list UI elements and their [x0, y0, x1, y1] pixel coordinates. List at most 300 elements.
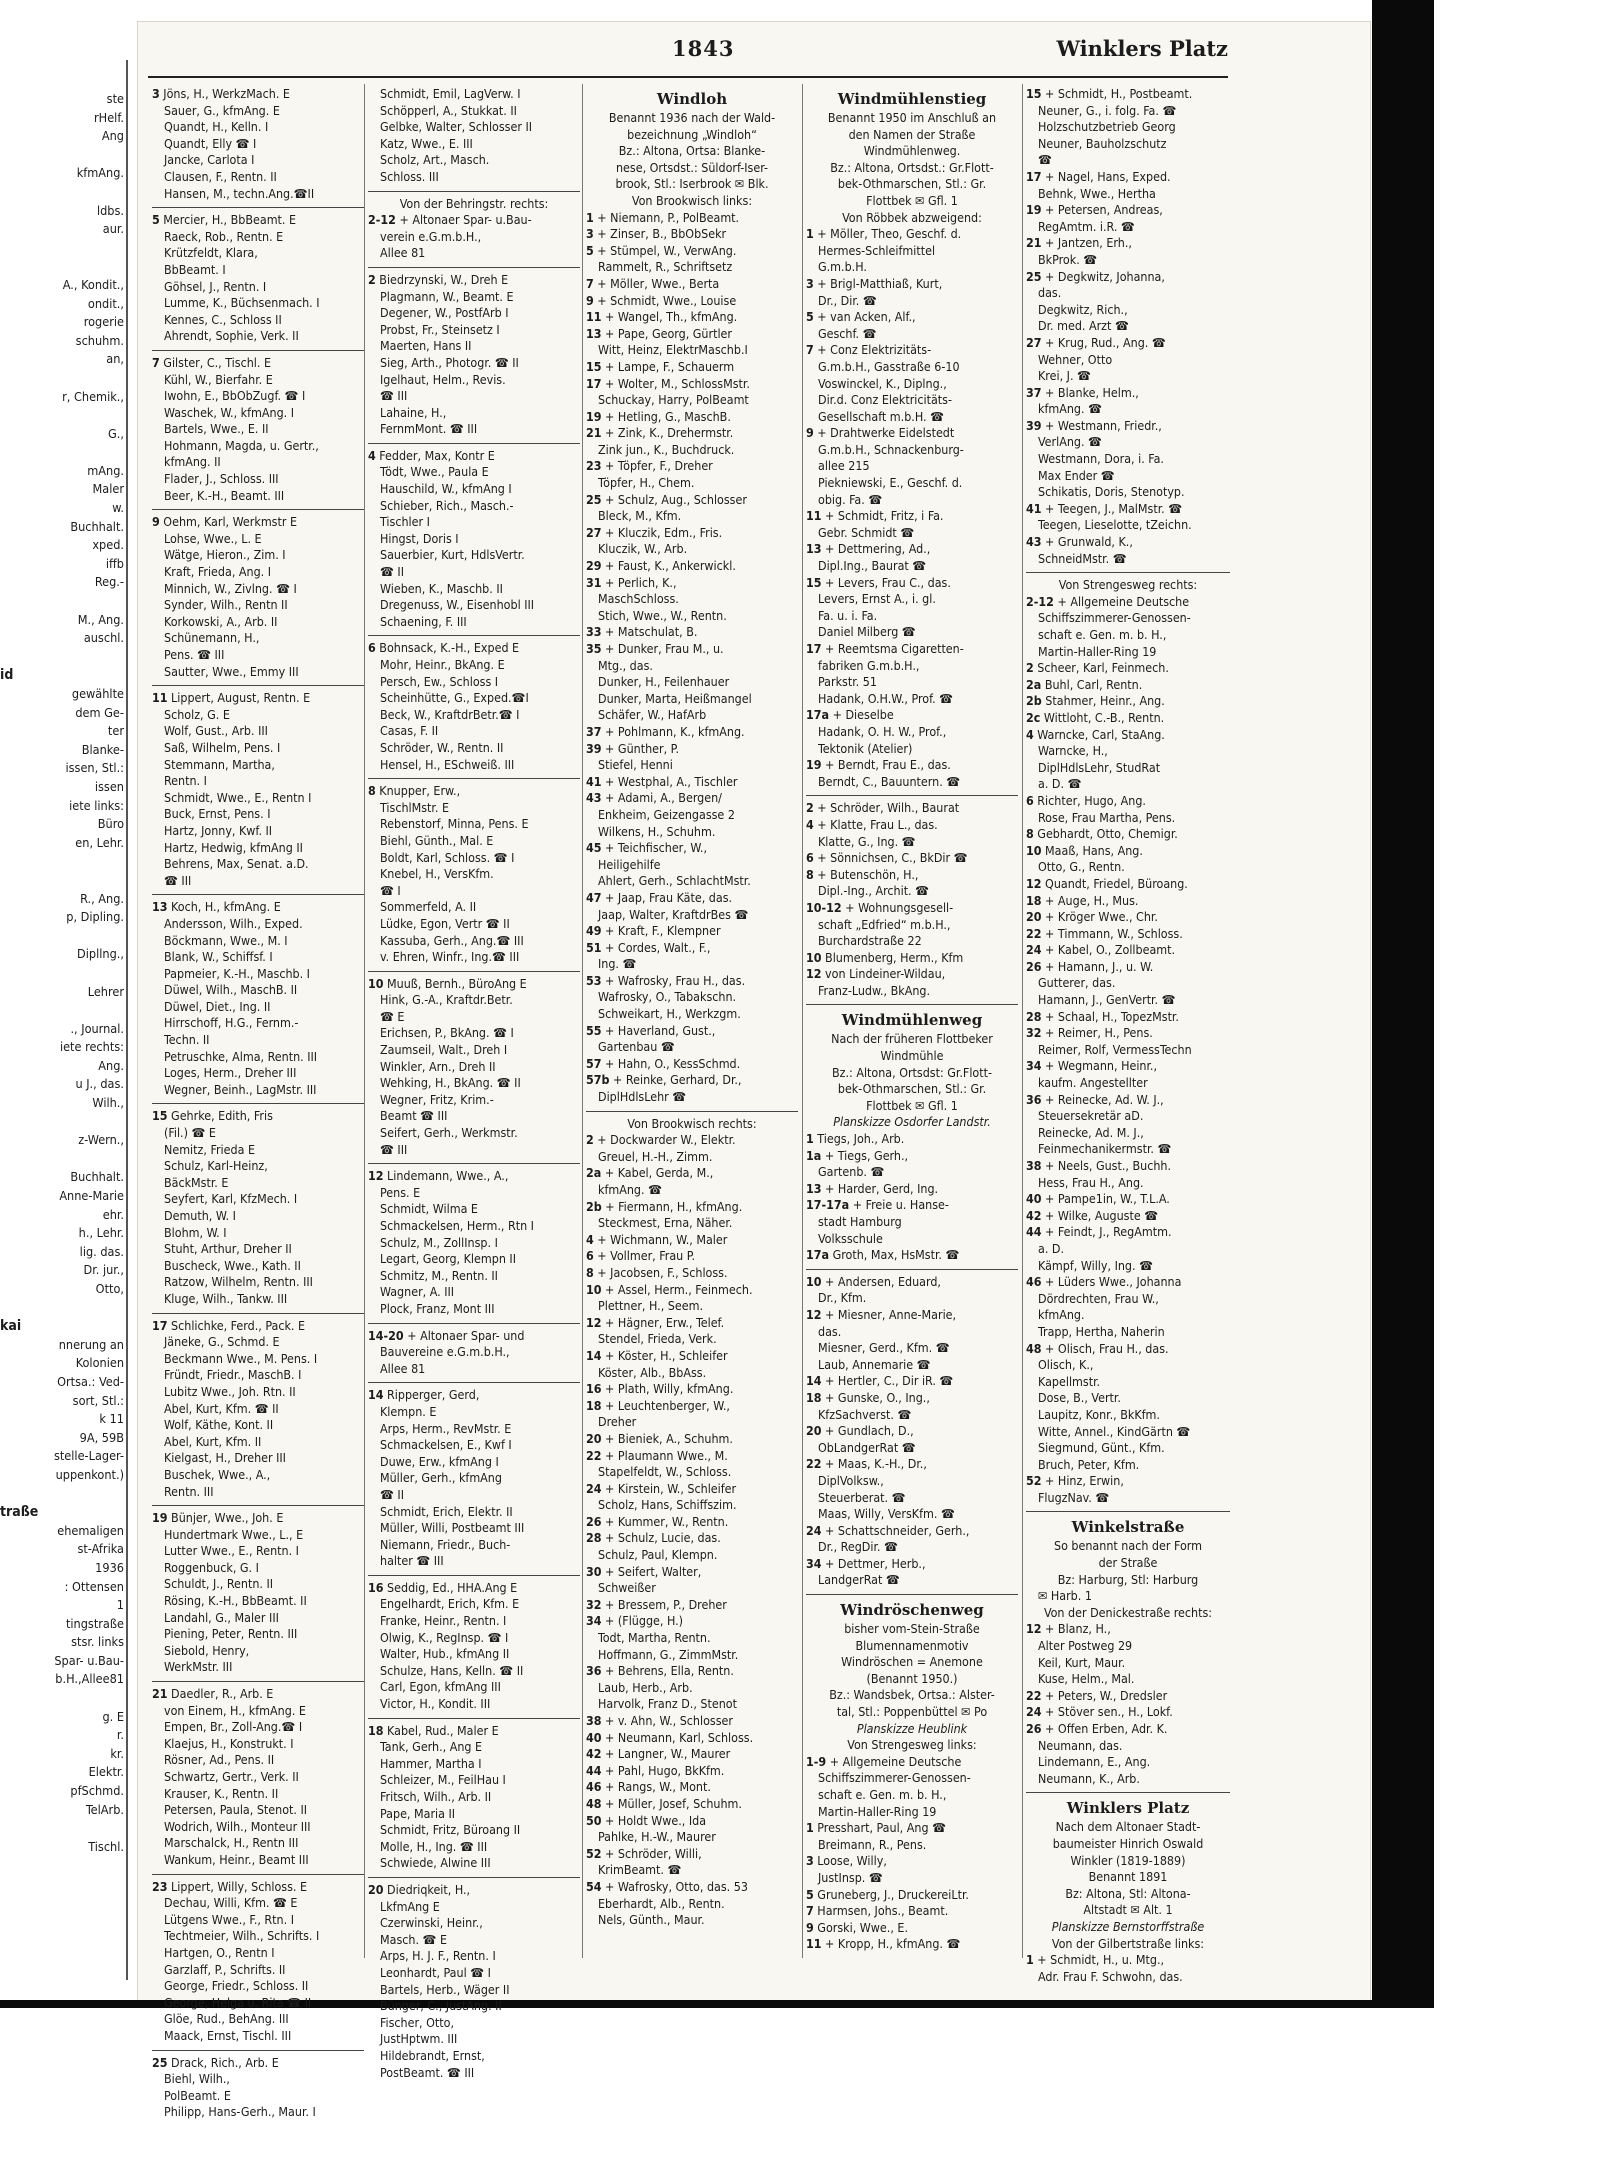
margin-line: issen, Stl.:: [65, 760, 124, 776]
resident-line: Probst, Fr., Steinsetz I: [380, 321, 500, 337]
resident-line: ☎ II: [380, 564, 404, 580]
house-entry: 22 + Timmann, W., Schloss.: [1026, 925, 1183, 941]
resident-line: Töpfer, H., Chem.: [598, 475, 695, 491]
house-number: 19: [806, 757, 822, 773]
margin-line: st-Afrika: [77, 1541, 124, 1557]
resident-line: Philipp, Hans-Gerh., Maur. I: [164, 2104, 316, 2120]
house-entry: 19 + Berndt, Frau E., das.: [806, 757, 951, 773]
house-number: 20: [586, 1430, 602, 1446]
house-entry: 6 Bohnsack, K.-H., Exped E: [368, 640, 520, 656]
map-reference: Planskizze Heublink: [856, 1720, 968, 1736]
house-number: 4: [806, 816, 814, 832]
resident-line: Winkler, Arn., Dreh II: [380, 1058, 496, 1074]
street-note: (Benannt 1950.): [866, 1670, 958, 1686]
house-entry: 42 + Wilke, Auguste ☎: [1026, 1207, 1159, 1223]
house-number: 14: [368, 1387, 384, 1403]
resident-line: Geschf. ☎: [818, 325, 877, 341]
resident-line: Dipl.-Ing., Archit. ☎: [818, 883, 930, 899]
resident-line: Düwel, Diet., Ing. II: [164, 998, 271, 1014]
house-entry: 2a + Kabel, Gerda, M.,: [586, 1165, 714, 1181]
house-number: 12: [1026, 1621, 1042, 1637]
house-entry: 2a Buhl, Carl, Rentn.: [1026, 676, 1143, 692]
house-number: 15: [1026, 86, 1042, 101]
resident-line: Buscheck, Wwe., Kath. II: [164, 1257, 301, 1273]
margin-line: stelle-Lager-: [53, 1448, 124, 1464]
street-note: Von Brookwisch rechts:: [627, 1115, 757, 1131]
house-number: 52: [586, 1845, 602, 1861]
house-number: 53: [586, 972, 602, 988]
margin-line: xped.: [92, 537, 124, 553]
margin-line: traße: [0, 1504, 39, 1521]
house-entry: 14 Ripperger, Gerd,: [368, 1387, 480, 1403]
margin-line: [0, 964, 128, 983]
section-separator: [152, 350, 364, 351]
house-entry: 57 + Hahn, O., KessSchmd.: [586, 1055, 741, 1071]
street-note: Bz.: Altona, Ortsa: Blanke-: [618, 143, 766, 159]
house-number: 12: [806, 1306, 822, 1322]
resident-line: Lutter Wwe., E., Rentn. I: [164, 1543, 299, 1559]
resident-line: Krützfeldt, Klara,: [164, 245, 258, 261]
resident-line: Rammelt, R., Schriftsetz: [598, 259, 733, 275]
house-number: 11: [806, 508, 822, 524]
house-entry: 24 + Kabel, O., Zollbeamt.: [1026, 942, 1176, 958]
house-number: 15: [152, 1108, 168, 1124]
margin-line: b.H.,Allee81: [55, 1671, 124, 1687]
resident-line: VerlAng. ☎: [1038, 434, 1102, 450]
resident-line: Iwohn, E., BbObZugf. ☎ I: [164, 388, 306, 404]
resident-line: Hauschild, W., kfmAng I: [380, 481, 512, 497]
resident-line: Schulze, Hans, Kelln. ☎ II: [380, 1662, 524, 1678]
house-number: 1: [806, 1820, 814, 1836]
house-number: 2: [806, 800, 814, 816]
house-entry: 5 + Stümpel, W., VerwAng.: [586, 242, 737, 258]
resident-line: Petersen, Paula, Stenot. II: [164, 1802, 308, 1818]
house-number: 10: [806, 1273, 822, 1289]
house-entry: 1 + Schmidt, H., u. Mtg.,: [1026, 1952, 1165, 1968]
house-number: 13: [806, 541, 822, 557]
resident-line: Miesner, Gerd., Kfm. ☎: [818, 1340, 950, 1356]
resident-line: Degener, W., PostfArb I: [380, 305, 509, 321]
street-note: Winkler (1819-1889): [1070, 1852, 1186, 1868]
house-entry: 31 + Perlich, K.,: [586, 574, 677, 590]
house-number: 52: [1026, 1473, 1042, 1489]
resident-line: Allee 81: [380, 245, 426, 261]
margin-line: g. E: [102, 1708, 124, 1724]
house-entry: 20 + Bieniek, A., Schuhm.: [586, 1430, 733, 1446]
house-entry: 13 + Pape, Georg, Gürtler: [586, 325, 732, 341]
resident-line: Voswinckel, K., Diplng.,: [818, 375, 947, 391]
directory-column-3: [586, 86, 798, 1929]
street-note: Bz.: Altona, Ortsdst.: Gr.Flott-: [830, 159, 994, 175]
margin-line: [0, 443, 128, 462]
resident-line: DiplHdlsLehr, StudRat: [1038, 759, 1161, 775]
house-number: 23: [586, 458, 602, 474]
resident-line: Fischer, Otto,: [380, 2014, 454, 2030]
house-number: 5: [806, 309, 814, 325]
house-number: 55: [586, 1022, 602, 1038]
street-note: baumeister Hinrich Oswald: [1052, 1835, 1204, 1851]
resident-line: Techtmeier, Wilh., Schrifts. I: [164, 1928, 320, 1944]
house-number: 2a: [1026, 676, 1042, 692]
house-entry: 1 Presshart, Paul, Ang ☎: [806, 1820, 946, 1836]
margin-line: [0, 257, 128, 276]
resident-line: Schulz, Karl-Heinz,: [164, 1158, 268, 1174]
resident-line: Rebenstorf, Minna, Pens. E: [380, 816, 529, 832]
house-entry: 9 Oehm, Karl, Werkmstr E: [152, 514, 298, 530]
house-number: 12: [586, 1314, 602, 1330]
house-entry: 49 + Kraft, F., Klempner: [586, 923, 721, 939]
house-entry: 55 + Haverland, Gust.,: [586, 1022, 716, 1038]
resident-line: MaschSchloss.: [598, 591, 679, 607]
house-number: 6: [586, 1248, 594, 1264]
house-entry: 39 + Westmann, Friedr.,: [1026, 417, 1162, 433]
house-number: 1a: [806, 1147, 822, 1163]
house-number: 22: [586, 1447, 602, 1463]
resident-line: Casas, F. II: [380, 723, 439, 739]
resident-line: Harvolk, Franz D., Stenot: [598, 1696, 737, 1712]
margin-line: Ang: [101, 128, 124, 144]
street-note: Flottbek ✉ Gfl. 1: [866, 1097, 958, 1113]
margin-line: iete rechts:: [59, 1039, 124, 1055]
resident-line: Scholz, G. E: [164, 706, 230, 722]
margin-line: Lehrer: [87, 983, 124, 999]
resident-line: Schmackelsen, E., Kwf I: [380, 1437, 512, 1453]
resident-line: Schiffszimmerer-Genossen-: [818, 1770, 971, 1786]
house-number: 25: [152, 2054, 168, 2070]
house-number: 27: [1026, 334, 1042, 350]
resident-line: Synder, Wilh., Rentn II: [164, 597, 288, 613]
resident-line: LkfmAng E: [380, 1898, 440, 1914]
resident-line: Wilkens, H., Schuhm.: [598, 823, 716, 839]
house-entry: 28 + Schulz, Lucie, das.: [586, 1530, 721, 1546]
resident-line: Buschek, Wwe., A.,: [164, 1466, 271, 1482]
house-entry: 11 + Kropp, H., kfmAng. ☎: [806, 1936, 961, 1952]
margin-line: [0, 369, 128, 388]
section-separator: [806, 795, 1018, 796]
house-entry: 26 + Kummer, W., Rentn.: [586, 1513, 729, 1529]
house-entry: 6 + Sönnichsen, C., BkDir ☎: [806, 850, 968, 866]
resident-line: Boldt, Karl, Schloss. ☎ I: [380, 849, 515, 865]
house-entry: 16 Seddig, Ed., HHA.Ang E: [368, 1579, 518, 1595]
resident-line: DiplHdlsLehr ☎: [598, 1089, 687, 1105]
house-number: 10: [1026, 842, 1042, 858]
resident-line: George, Friedr., Schloss. II: [164, 1978, 309, 1994]
house-number: 57b: [586, 1072, 610, 1088]
resident-line: Hartz, Hedwig, kfmAng II: [164, 839, 303, 855]
resident-line: Erichsen, P., BkAng. ☎ I: [380, 1025, 514, 1041]
resident-line: PolBeamt. E: [164, 2087, 231, 2103]
resident-line: JustInsp. ☎: [818, 1869, 883, 1885]
margin-line: Anne-Marie: [59, 1188, 124, 1204]
margin-line: issen: [94, 778, 124, 794]
resident-line: Jaap, Walter, KraftdrBes ☎: [598, 906, 749, 922]
margin-line: [0, 871, 128, 890]
house-entry: 27 + Krug, Rud., Ang. ☎: [1026, 334, 1166, 350]
house-number: 4: [1026, 726, 1034, 742]
house-entry: 38 + Neels, Gust., Buchh.: [1026, 1158, 1171, 1173]
resident-line: schaft e. Gen. m. b. H.,: [818, 1787, 947, 1802]
column-rule: [582, 84, 583, 1958]
house-number: 7: [586, 275, 594, 291]
resident-line: Lohse, Wwe., L. E: [164, 530, 262, 546]
resident-line: Jancke, Carlota I: [164, 152, 255, 168]
resident-line: Schmidt, Fritz, Büroang II: [380, 1822, 521, 1838]
resident-line: Feinmechanikermstr. ☎: [1038, 1141, 1172, 1157]
margin-line: A., Kondit.,: [62, 276, 124, 292]
resident-line: Dr., Kfm.: [818, 1290, 867, 1306]
house-entry: 4 Warncke, Carl, StaAng.: [1026, 726, 1165, 742]
resident-line: a. D.: [1038, 1240, 1065, 1256]
house-entry: 17 + Wolter, M., SchlossMstr.: [586, 375, 750, 391]
resident-line: Siebold, Henry,: [164, 1642, 250, 1658]
margin-line: Büro: [97, 816, 124, 832]
house-entry: 34 + Wegmann, Heinr.,: [1026, 1058, 1158, 1074]
resident-line: Bauvereine e.G.m.b.H.,: [380, 1344, 510, 1360]
house-entry: 38 + v. Ahn, W., Schlosser: [586, 1713, 733, 1728]
house-entry: 1 + Niemann, P., PolBeamt.: [586, 209, 740, 225]
margin-line: Buchhalt.: [70, 1169, 124, 1185]
house-entry: 17-17a + Freie u. Hanse-: [806, 1197, 949, 1213]
directory-column-4: [806, 86, 1018, 1953]
house-number: 39: [586, 740, 602, 756]
resident-line: Trapp, Hertha, Naherin: [1038, 1323, 1165, 1339]
margin-line: ., Journal.: [70, 1020, 124, 1036]
resident-line: Kapellmstr.: [1038, 1373, 1101, 1389]
house-number: 3: [806, 275, 814, 291]
house-entry: 24 + Schattschneider, Gerh.,: [806, 1522, 970, 1538]
house-number: 10: [368, 975, 384, 991]
resident-line: Saß, Wilhelm, Pens. I: [164, 739, 281, 755]
resident-line: Köster, Alb., BbAss.: [598, 1364, 707, 1380]
house-entry: 12 von Lindeiner-Wildau,: [806, 966, 946, 982]
resident-line: Raeck, Rob., Rentn. E: [164, 228, 284, 244]
house-entry: 36 + Reinecke, Ad. W. J.,: [1026, 1091, 1164, 1107]
street-note: Benannt 1936 nach der Wald-: [608, 110, 776, 125]
street-note: Windröschen = Anemone: [841, 1654, 983, 1670]
resident-line: Schweißer: [598, 1580, 656, 1596]
section-separator: [368, 1163, 580, 1164]
resident-line: das.: [1038, 285, 1062, 301]
house-number: 21: [586, 425, 602, 441]
house-entry: 23 + Töpfer, F., Dreher: [586, 458, 713, 474]
resident-line: Rentn. III: [164, 1483, 214, 1499]
house-entry: 43 + Adami, A., Bergen/: [586, 790, 722, 806]
resident-line: kfmAng. II: [164, 454, 221, 470]
resident-line: Bartels, Herb., Wäger II: [380, 1981, 510, 1997]
section-separator: [368, 1718, 580, 1719]
house-number: 3: [806, 1853, 814, 1869]
resident-line: Plagmann, W., Beamt. E: [380, 288, 514, 304]
resident-line: Schleizer, M., FeilHau I: [380, 1772, 506, 1788]
resident-line: ☎ I: [380, 882, 401, 898]
resident-line: v. Ehren, Winfr., Ing.☎ III: [380, 949, 520, 965]
resident-line: Dose, B., Vertr.: [1038, 1390, 1121, 1406]
resident-line: Neumann, K., Arb.: [1038, 1770, 1140, 1786]
resident-line: Scholz, Art., Masch.: [380, 152, 490, 168]
margin-line: R., Ang.: [80, 890, 124, 906]
house-number: 11: [152, 690, 168, 706]
house-number: 46: [586, 1779, 602, 1795]
house-number: 18: [806, 1389, 822, 1405]
house-number: 5: [806, 1886, 814, 1902]
house-entry: 18 Kabel, Rud., Maler E: [368, 1722, 499, 1738]
resident-line: Beckmann Wwe., M. Pens. I: [164, 1350, 318, 1366]
house-number: 4: [368, 447, 376, 463]
house-entry: 39 + Günther, P.: [586, 740, 679, 756]
house-number: 18: [586, 1397, 602, 1413]
house-number: 17: [152, 1317, 168, 1333]
margin-line: lig. das.: [79, 1243, 124, 1259]
house-entry: 19 Bünjer, Wwe., Joh. E: [152, 1510, 284, 1526]
resident-line: Clausen, F., Rentn. II: [164, 168, 277, 184]
resident-line: Scholz, Hans, Schiffszim.: [598, 1497, 737, 1513]
street-note: den Namen der Straße: [848, 126, 976, 142]
section-separator: [152, 509, 364, 510]
house-entry: 36 + Behrens, Ella, Rentn.: [586, 1663, 734, 1679]
margin-line: [0, 1689, 128, 1708]
house-entry: 46 + Lüders Wwe., Johanna: [1026, 1274, 1182, 1290]
resident-line: Bartels, Wwe., E. II: [164, 421, 269, 437]
street-heading: Winklers Platz: [1066, 1799, 1190, 1818]
house-entry: 2c Wittloht, C.-B., Rentn.: [1026, 709, 1165, 725]
house-entry: 7 + Möller, Wwe., Berta: [586, 275, 720, 291]
house-number: 20: [1026, 909, 1042, 925]
resident-line: Volksschule: [818, 1230, 883, 1246]
resident-line: Martin-Haller-Ring 19: [818, 1803, 937, 1819]
resident-line: halter ☎ III: [380, 1553, 444, 1569]
house-number: 6: [1026, 792, 1034, 808]
resident-line: Petruschke, Alma, Rentn. III: [164, 1048, 318, 1064]
resident-line: Empen, Br., Zoll-Ang.☎ I: [164, 1719, 303, 1735]
resident-line: Andersson, Wilh., Exped.: [164, 915, 303, 931]
resident-line: Leonhardt, Paul ☎ I: [380, 1964, 491, 1980]
resident-line: G.m.b.H.: [818, 259, 867, 275]
resident-line: Engelhardt, Erich, Kfm. E: [380, 1596, 520, 1612]
resident-line: Fründt, Friedr., MaschB. I: [164, 1367, 302, 1383]
resident-line: Max Ender ☎: [1038, 467, 1115, 483]
street-note: Flottbek ✉ Gfl. 1: [866, 192, 958, 208]
resident-line: BäckMstr. E: [164, 1174, 229, 1190]
house-entry: 13 + Dettmering, Ad.,: [806, 541, 931, 557]
house-entry: 22 + Peters, W., Dredsler: [1026, 1687, 1168, 1703]
house-entry: 8 + Jacobsen, F., Schloss.: [586, 1264, 728, 1280]
resident-line: George, Helga u. Rita ☎ II: [164, 1994, 312, 2010]
resident-line: Schünemann, H.,: [164, 630, 260, 646]
resident-line: Franz-Ludw., BkAng.: [818, 982, 931, 998]
street-note: Altstadt ✉ Alt. 1: [1083, 1902, 1173, 1918]
resident-line: Mtg., das.: [598, 657, 653, 673]
resident-line: Rentn. I: [164, 773, 207, 789]
resident-line: Bruch, Peter, Kfm.: [1038, 1456, 1140, 1472]
street-note: Von der Gilbertstraße links:: [1051, 1935, 1205, 1951]
resident-line: Fritsch, Wilh., Arb. II: [380, 1789, 492, 1804]
house-number: 42: [1026, 1207, 1042, 1223]
house-number: 37: [1026, 384, 1042, 400]
margin-line: pfSchmd.: [70, 1783, 124, 1799]
resident-line: Holzschutzbetrieb Georg: [1038, 119, 1176, 135]
resident-line: Beamt ☎ III: [380, 1108, 448, 1124]
margin-line: [0, 1001, 128, 1020]
street-note: So benannt nach der Form: [1053, 1538, 1202, 1554]
house-entry: 25 + Schulz, Aug., Schlosser: [586, 491, 747, 507]
margin-line: [0, 1485, 128, 1504]
house-entry: 32 + Bressem, P., Dreher: [586, 1596, 727, 1612]
street-note: Bz.: Wandsbek, Ortsa.: Alster-: [829, 1687, 995, 1703]
resident-line: Wegner, Fritz, Krim.-: [380, 1091, 494, 1107]
resident-line: Behrens, Max, Senat. a.D.: [164, 856, 309, 872]
house-number: 34: [586, 1613, 602, 1629]
resident-line: Marschalck, H., Rentn III: [164, 1835, 299, 1851]
resident-line: stadt Hamburg: [818, 1214, 902, 1229]
house-number: 2a: [586, 1165, 602, 1181]
house-number: 44: [586, 1762, 602, 1778]
street-note: Nach der früheren Flottbeker: [831, 1031, 993, 1047]
house-number: 26: [586, 1513, 602, 1529]
resident-line: Stiefel, Henni: [598, 757, 673, 773]
street-note: Benannt 1891: [1088, 1869, 1168, 1885]
house-entry: 57b + Reinke, Gerhard, Dr.,: [586, 1072, 742, 1088]
house-number: 28: [586, 1530, 602, 1546]
house-entry: 17 + Nagel, Hans, Exped.: [1026, 168, 1171, 184]
street-note: bisher vom-Stein-Straße: [844, 1621, 980, 1637]
resident-line: Schuckay, Harry, PolBeamt: [598, 392, 749, 408]
house-entry: 48 + Müller, Josef, Schuhm.: [586, 1795, 742, 1811]
resident-line: Böckmann, Wwe., M. I: [164, 932, 288, 948]
house-number: 31: [586, 574, 602, 590]
resident-line: Enkheim, Geizengasse 2: [598, 806, 735, 822]
margin-line: u J., das.: [75, 1076, 124, 1092]
house-number: 14: [806, 1373, 822, 1389]
house-number: 17a: [806, 707, 830, 723]
street-heading: Windmühlenweg: [841, 1011, 983, 1030]
resident-line: Lütgens Wwe., F., Rtn. I: [164, 1911, 294, 1927]
house-number: 22: [806, 1456, 822, 1472]
house-number: 18: [1026, 892, 1042, 908]
resident-line: Schröder, W., Rentn. II: [380, 739, 504, 755]
resident-line: Lüdke, Egon, Vertr ☎ II: [380, 915, 510, 931]
margin-line: k 11: [99, 1411, 124, 1427]
house-number: 38: [1026, 1158, 1042, 1173]
section-separator: [368, 443, 580, 444]
resident-line: Carl, Egon, kfmAng III: [380, 1679, 501, 1695]
resident-line: Laupitz, Konr., BkKfm.: [1038, 1406, 1160, 1422]
margin-line: gewählte: [71, 686, 124, 701]
margin-line: kai: [0, 1318, 22, 1335]
house-entry: 24 + Kirstein, W., Schleifer: [586, 1480, 737, 1496]
resident-line: Westmann, Dora, i. Fa.: [1038, 451, 1164, 467]
resident-line: Daniel Milberg ☎: [818, 624, 916, 640]
street-note: Windmühlenweg.: [863, 143, 961, 159]
house-entry: 2b + Fiermann, H., kfmAng.: [586, 1198, 743, 1214]
house-number: 19: [586, 408, 602, 424]
margin-line: iffb: [105, 555, 124, 571]
resident-line: Dregenuss, W., Eisenhobl III: [380, 597, 535, 613]
house-number: 46: [1026, 1274, 1042, 1290]
resident-line: Eberhardt, Alb., Rentn.: [598, 1895, 725, 1911]
house-number: 54: [586, 1878, 602, 1894]
house-number: 40: [1026, 1191, 1042, 1207]
house-entry: 27 + Kluczik, Edm., Fris.: [586, 524, 723, 540]
house-number: 26: [1026, 958, 1042, 974]
resident-line: Neuner, G., i. folg. Fa. ☎: [1038, 102, 1177, 118]
margin-line: r.: [116, 1727, 124, 1743]
resident-line: Wieben, K., Maschb. II: [380, 580, 503, 596]
resident-line: BkProk. ☎: [1038, 251, 1098, 267]
section-separator: [368, 971, 580, 972]
house-entry: 51 + Cordes, Walt., F.,: [586, 939, 711, 955]
margin-line: [0, 1299, 128, 1318]
house-number: 41: [1026, 500, 1042, 516]
